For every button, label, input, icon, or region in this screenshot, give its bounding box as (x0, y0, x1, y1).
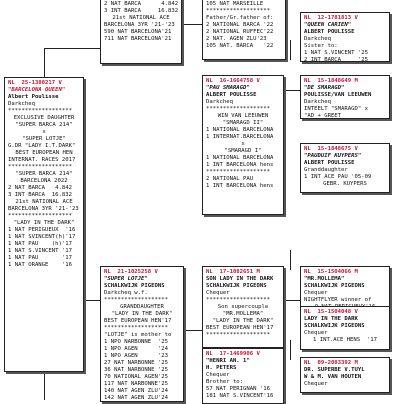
card-line: 1 NPO AGEN '23 (104, 353, 168, 359)
ring-number: NL 16-1664758 V (206, 78, 260, 84)
card-line: 1 NAT S.VINCENT '25 (304, 50, 368, 56)
pigeon-color: Granddaughter (304, 167, 348, 173)
pedigree-card-gd-1[interactable] (300, 75, 390, 119)
pedigree-card-sire[interactable] (202, 75, 284, 215)
connector-line (290, 40, 291, 60)
owner-name: ALBERT POULISSE (304, 29, 355, 35)
card-line: BEST EUROPEAN HEN'17 (206, 325, 274, 331)
pigeon-name: LADY IN THE DARK (304, 316, 358, 322)
connector-line (182, 24, 202, 25)
card-line: "LOTJE" is mother to (104, 332, 172, 338)
card-line: ******************* (206, 169, 270, 175)
card-line: 1 NAT SVINCENT(h)'17 (8, 234, 76, 240)
card-line: "SUPER BARCA 214" (15, 171, 73, 177)
card-line: "SMARAGD I" (224, 148, 262, 154)
ring-number: NL 12-1781813 V (304, 15, 358, 21)
pedigree-card-gs-mid[interactable] (202, 266, 284, 348)
card-line: INTERNAT. RACES 2017 (8, 157, 76, 163)
pigeon-name: DR. SUPERBE V.TUYL (304, 367, 365, 373)
card-line: 57 NAT PERIGNAN '16 (206, 386, 270, 392)
card-line: 105 NAT. BARCA '22 (206, 43, 274, 49)
pigeon-color: Darkcheq (206, 99, 233, 105)
card-line: 105 NAT MARSEILLE (206, 1, 264, 7)
owner-name: H. PETERS (206, 365, 237, 371)
card-line: 21st NATIONAL ACE (112, 15, 170, 21)
card-line: 2 NAT BARCA 4.842 (8, 185, 72, 191)
card-line: "LADY IN THE DARK" (111, 311, 173, 317)
card-line: 2 INT BARCA '25 (304, 57, 368, 62)
card-line: 1 NATIONAL BARCELONA (206, 127, 274, 133)
card-line: x (42, 129, 46, 135)
card-line: "SUPER BARCA 214" (15, 122, 73, 128)
card-line: 117 NAT NARBONNE'25 (104, 381, 168, 387)
card-line: ******************* (8, 213, 72, 219)
connector-line (44, 48, 45, 77)
card-line: x (241, 141, 245, 147)
card-line: ******************* (8, 108, 72, 114)
card-line: 1 NPO AGEN '24 (104, 346, 168, 352)
card-line: 21st NATIONAL ACE (15, 199, 73, 205)
pedigree-card-gd-5[interactable] (300, 357, 390, 393)
card-line: BEST EUROPEAN HEN'17 (104, 318, 172, 324)
owner-name: SCHALKWIJK PIGEONS (304, 323, 365, 329)
connector-line (44, 372, 45, 400)
owner-name: SCHALKWIJK PIGEONS (304, 283, 365, 289)
card-line: 70 NATIONAL AGEN'25 (104, 374, 168, 380)
card-line: 1 NAT S.VINCENT '17 (8, 248, 72, 254)
ring-number: NL 21-1025258 V (104, 269, 158, 275)
pigeon-name: "QUEEN CARIEN" (304, 22, 352, 28)
card-line: NIGHTFLYER winner of (304, 297, 372, 303)
card-line: ******************* (206, 106, 270, 112)
ring-number: NL 15-1848649 M (304, 78, 358, 84)
pigeon-name: "HENRI AN. 1" (206, 358, 250, 364)
pigeon-name: "MR.MOLLEMA" (304, 276, 345, 282)
pigeon-color: Darkcheq (304, 99, 331, 105)
card-line: 2 NAT. AGEN ZLU'23 (206, 36, 267, 42)
card-line: BARCELONA 2022 (20, 178, 68, 184)
card-line: "LADY IN THE DARK" (212, 318, 274, 324)
pigeon-color: Darkcheq (8, 101, 35, 107)
card-line: 2 NAT BARCA 4.842 (104, 1, 178, 7)
card-line: 711 NAT BARCELONA'21 (104, 36, 172, 42)
ring-number: NL 09-2083392 M (304, 360, 358, 366)
connector-line (290, 340, 291, 360)
pedigree-card-gd-2[interactable] (300, 143, 390, 193)
card-line: "AD + GREET (304, 113, 342, 119)
pigeon-name: "DE SMARAGD" (304, 85, 345, 91)
pedigree-card-top-partial-1[interactable] (100, 0, 182, 64)
pigeon-name: "PAU SMARAGD" (206, 85, 250, 91)
card-line: 1 NAT ORANGE '16 (8, 262, 72, 268)
connector-line (182, 330, 202, 331)
pigeon-color: Darkcheq w.f. (104, 290, 148, 296)
pedigree-card-gs-top[interactable] (300, 12, 390, 62)
card-line: ******************* (8, 164, 72, 170)
pigeon-name: "PAUDUIF KUYPERS" (304, 153, 362, 159)
pigeon-name: "SUPER LOTJE" (104, 276, 148, 282)
pedigree-card-subject[interactable] (4, 77, 84, 372)
card-line: 3 INT BARCA 16.832 (104, 8, 178, 14)
card-line: ******************* (104, 325, 168, 331)
card-line: "SMARAGD II" (222, 120, 264, 126)
card-line: G.DR "LADY I.T.DARK" (8, 143, 76, 149)
pigeon-name: SON LADY IN THE DARK (206, 276, 274, 282)
card-line: 590 NAT BARCELONA'21 (104, 29, 172, 35)
card-line: 1 NAT PAU '17 (8, 255, 72, 261)
pigeon-color: Chequer (206, 290, 230, 296)
card-line: 142 NAT AGEN ZLU'24 (104, 395, 168, 401)
ring-number: NL 15-1504048 V (304, 309, 358, 315)
card-line: INTEELT "SMARAGD" x (304, 106, 368, 112)
connector-line (182, 24, 183, 54)
pigeon-color: Darkcheq (304, 36, 331, 42)
card-line: Brother to: (206, 379, 244, 385)
card-line: BARCELONA 3YR '21-'23 (104, 22, 175, 28)
card-line: "LADY IN THE DARK" (13, 220, 75, 226)
pedigree-card-top-partial-2[interactable] (202, 0, 286, 60)
card-line: ******************* (104, 297, 168, 303)
card-line: 1 INT.ACE HENS '17 (313, 337, 377, 343)
pigeon-color: Chequer (304, 290, 328, 296)
owner-name: ALBERT POULISSE (304, 160, 355, 166)
owner-name: ALBERT POULISSE (206, 92, 257, 98)
pedigree-card-gs-bot[interactable] (202, 348, 284, 404)
pigeon-color: Chequer (206, 372, 230, 378)
pedigree-card-dam[interactable] (100, 266, 184, 402)
card-line: 1 INT BARCELONA hens (206, 183, 274, 189)
card-line: 140 NAT AGEN ZLU'24 (104, 388, 168, 394)
card-line: 3 INT BARCA 16.832 (8, 192, 72, 198)
card-line: Father/Gr.father of: (206, 15, 274, 21)
connector-line (290, 250, 291, 270)
card-line: 181 NAT S.VINCENT'16 (206, 393, 274, 399)
ring-number: NL 17-1082651 M (206, 269, 260, 275)
connector-line (82, 300, 100, 301)
card-line: 1 NAT PAU (h)'17 (8, 241, 72, 247)
card-line: 2 NATIONAL RUFFEC'22 (206, 29, 274, 35)
card-line: EXCLUSIVE DAUGHTER (13, 115, 75, 121)
pedigree-card-gd-4[interactable] (300, 306, 390, 350)
card-line: ******************* (206, 8, 270, 14)
card-line: 27 NAT NARBONNE '25 (104, 360, 168, 366)
card-line: 1 NAT PERIGUEUX '16 (8, 227, 76, 233)
owner-name: SCHALKWIJK PIGEONS (206, 283, 267, 289)
owner-name: Albert Poulisse (8, 94, 59, 100)
card-line: GEBR. KUYPERS (323, 181, 367, 187)
owner-name: W & M. VAN HOUTEN (304, 374, 362, 380)
ring-number: NL 15-1504066 M (304, 269, 358, 275)
card-line: GRANDDAUGHTER (120, 304, 164, 310)
card-line: 2 NATIONAL PAU (206, 176, 254, 182)
card-line: Son supercouple (217, 304, 269, 310)
card-line: 1 INT BARCELONA hens (206, 162, 274, 168)
card-line: 1 INTERNAT.BARCELONA (206, 134, 274, 140)
card-line: WIN VAN LEEUWEN (217, 113, 269, 119)
card-line: 2 NATIONAL BARCA '22 (206, 22, 274, 28)
card-line: ******************* (206, 332, 270, 338)
card-line: 1 NATIONAL BARCELONA (206, 155, 274, 161)
pigeon-name: "BARCELONA QUEEN" (8, 87, 66, 93)
pigeon-color: Chequer (304, 330, 328, 336)
connector-line (44, 48, 100, 49)
ring-number: NL 15-1848675 V (304, 146, 358, 152)
ring-number: NL 25-1380217 V (8, 80, 62, 86)
pigeon-color: Chequer (304, 381, 328, 387)
card-line: 1 INT ACE PAU '05-09 (304, 174, 372, 180)
owner-name: SCHALKWIJK PIGEONS (104, 283, 165, 289)
ring-number: NL 17-1469906 V (206, 351, 260, 357)
card-line: ******************* (206, 297, 270, 303)
card-line: "MR.MOLLEMA" (222, 311, 264, 317)
card-line: Sister to: (304, 43, 338, 49)
card-line: BEST EUROPEAN HEN (15, 150, 73, 156)
card-line: BARCELONA 3YR '21-'23 (8, 206, 79, 212)
owner-name: POULISSE/VAN LEEUWEN (304, 92, 372, 98)
card-line: 1 NPO NARBONNE '25 (104, 339, 168, 345)
card-line: "SUPER LOTJE" (22, 136, 66, 142)
card-line: 36 NAT NARBONNE '25 (104, 367, 168, 373)
